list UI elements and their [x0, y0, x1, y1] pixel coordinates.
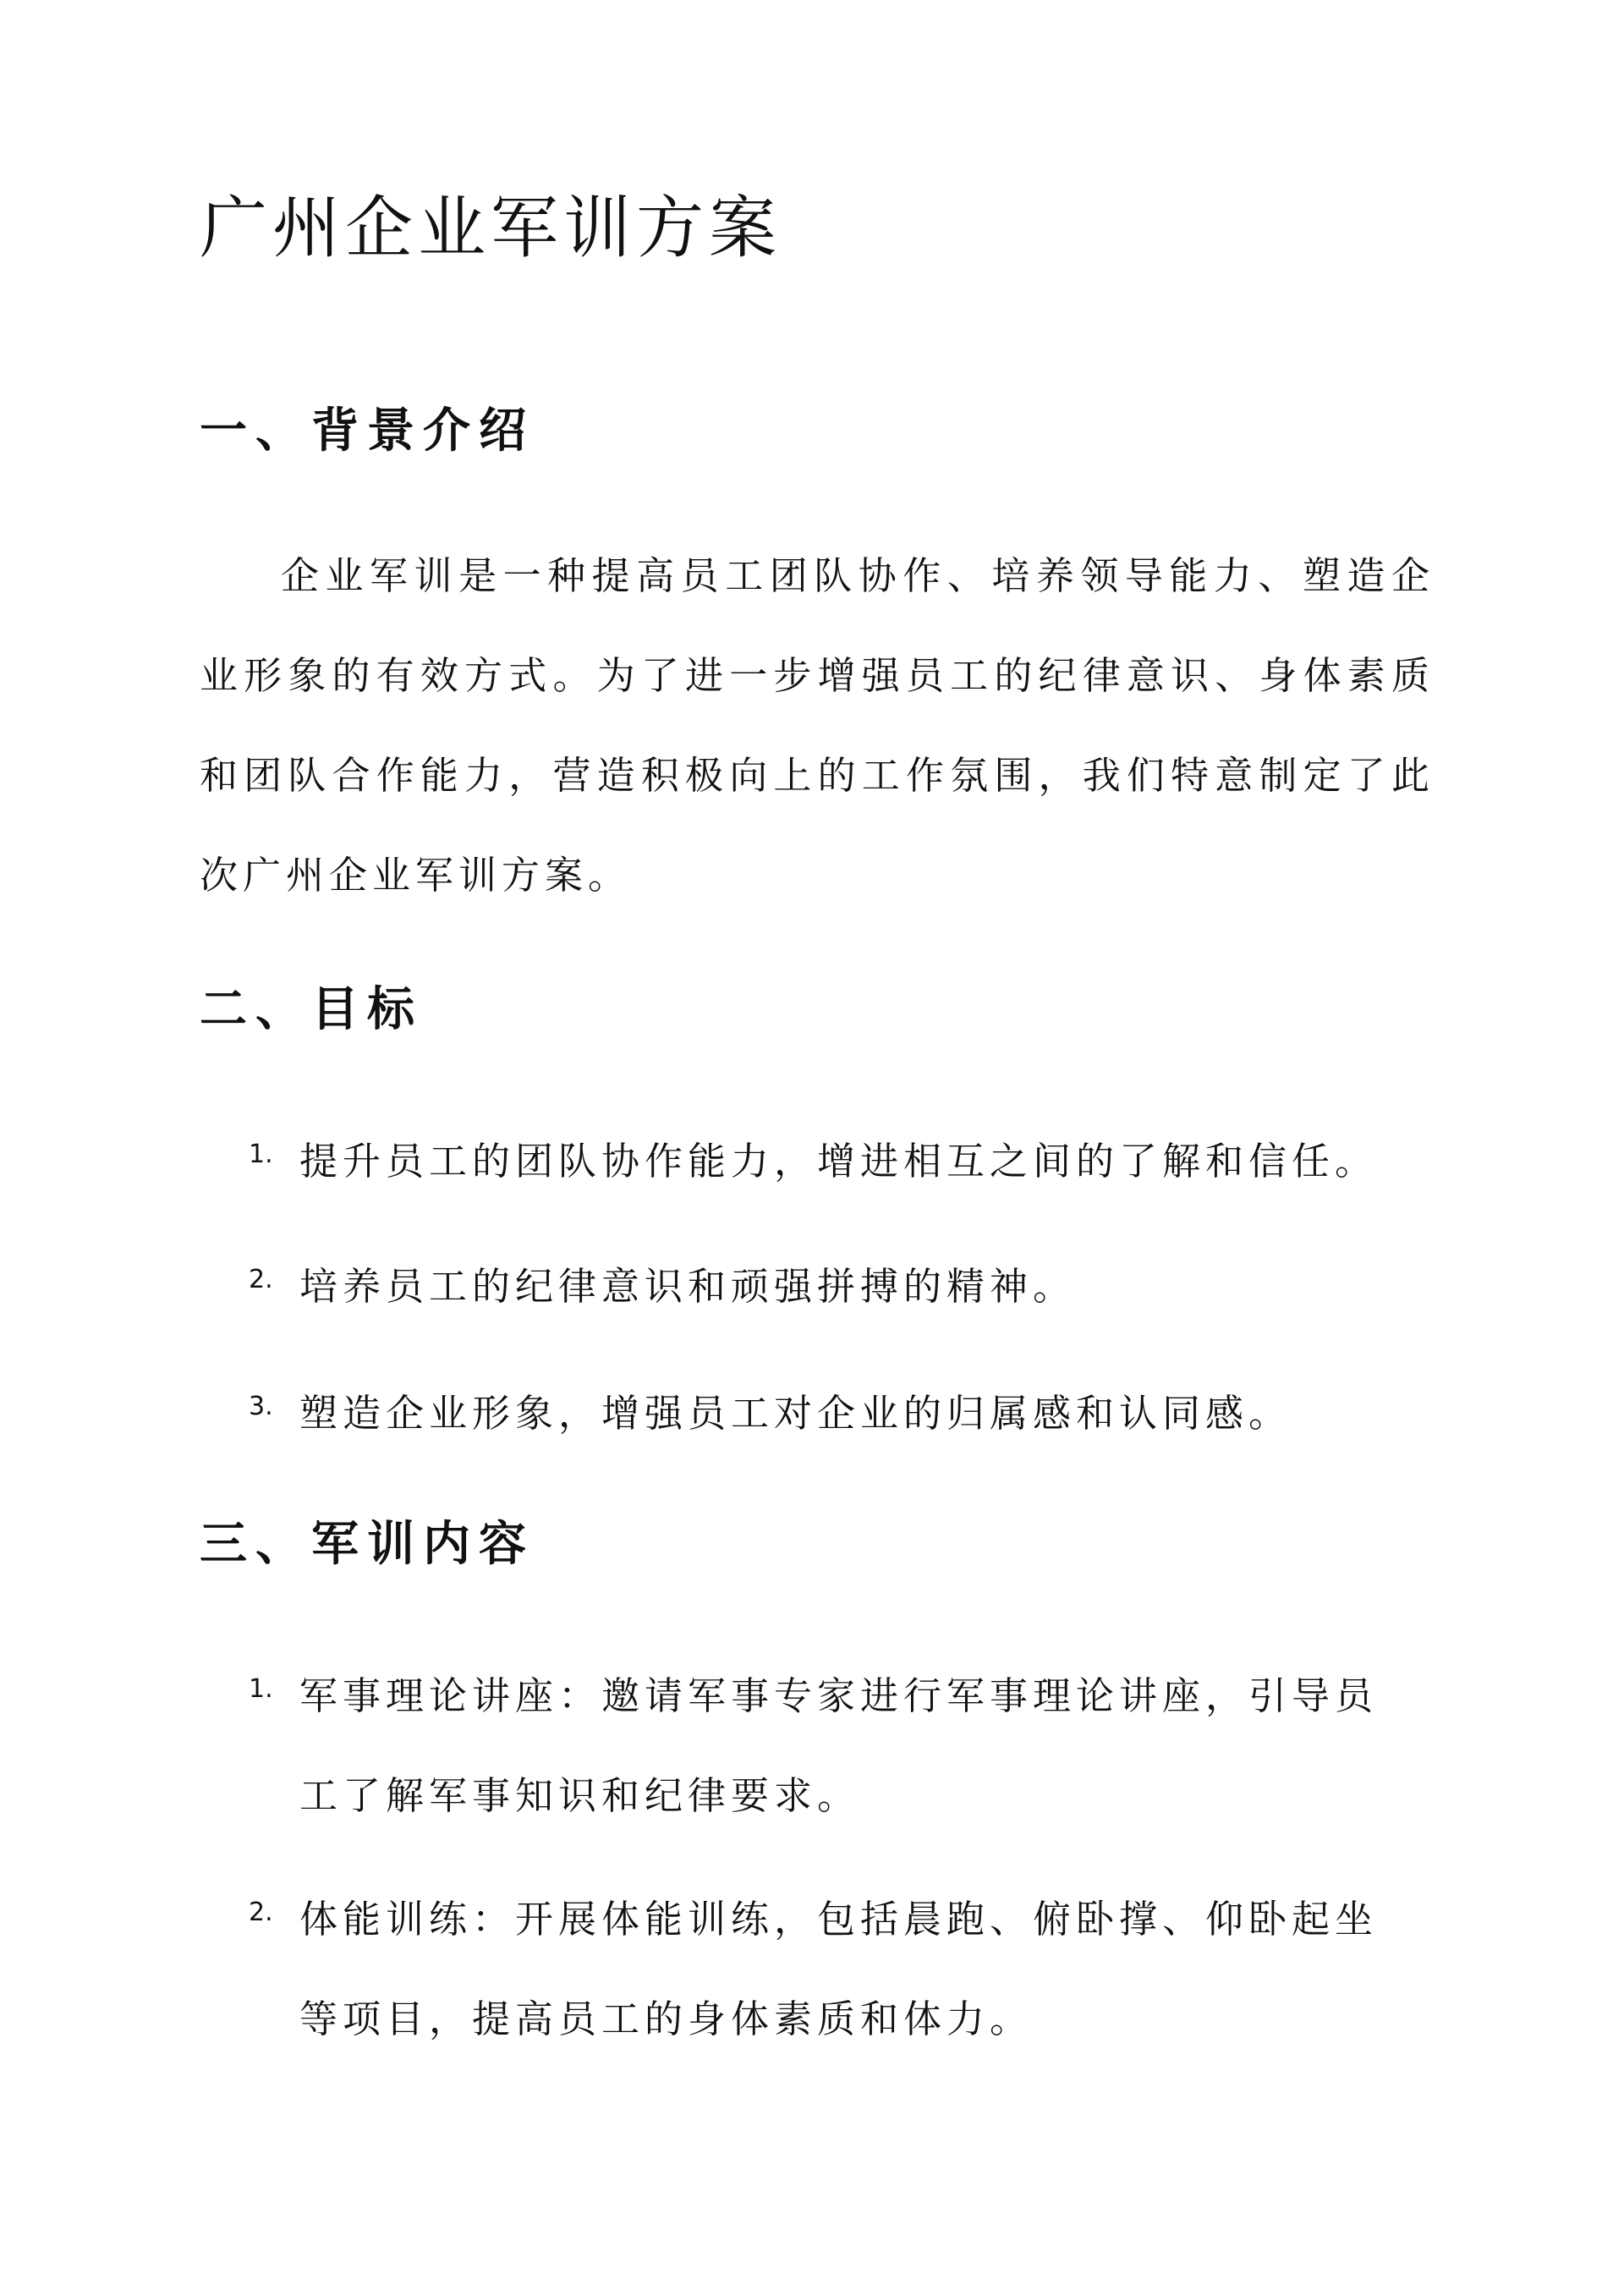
goal-list-number-2: 2.	[249, 1265, 273, 1294]
training-list-number-2: 2.	[249, 1898, 273, 1927]
training-list-number-1: 1.	[249, 1674, 273, 1704]
section-heading-background: 一、背景介绍	[200, 404, 535, 459]
goal-list-number-1: 1.	[249, 1140, 273, 1169]
section-heading-goals: 二、目标	[200, 982, 423, 1037]
section-heading-training-content: 三、军训内容	[200, 1517, 535, 1572]
document-title: 广州企业军训方案	[200, 189, 782, 267]
goal-list-text-2: 培养员工的纪律意识和顽强拼搏的精神。	[299, 1264, 1077, 1309]
goal-list-text-3: 塑造企业形象，增强员工对企业的归属感和认同感。	[299, 1391, 1292, 1436]
goal-list-number-3: 3.	[249, 1392, 273, 1421]
training-list-text-2: 体能训练：开展体能训练，包括晨跑、俯卧撑、仰卧起坐等项目，提高员工的身体素质和体力。	[299, 1897, 1379, 2041]
background-paragraph: 企业军训是一种提高员工团队协作、培养领导能力、塑造企业形象的有效方式。为了进一步增强员工的纪律意识、身体素质和团队合作能力，营造积极向上的工作氛围，我们特意制定了此次广州企业军训方案。	[200, 553, 1435, 898]
goal-list-text-1: 提升员工的团队协作能力，增进相互之间的了解和信任。	[299, 1139, 1379, 1184]
training-list-text-1: 军事理论讲座：邀请军事专家进行军事理论讲座，引导员工了解军事知识和纪律要求。	[299, 1673, 1379, 1818]
